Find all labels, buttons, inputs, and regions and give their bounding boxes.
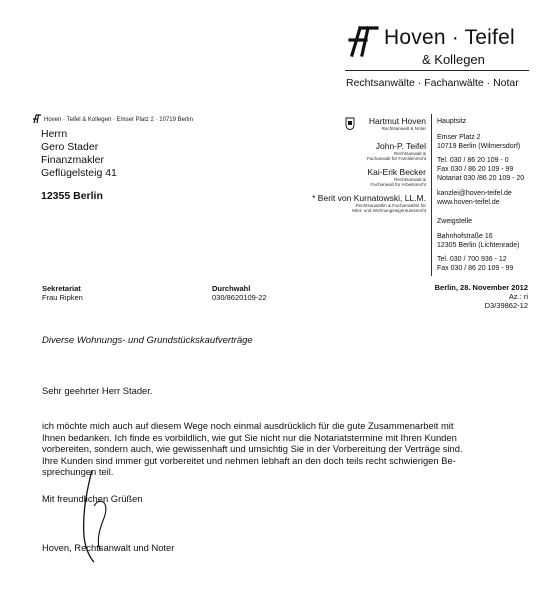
body-line: vorbereiten, sondern auch, wie gewissenhaft und umsichtig Sie in der Vorbereitung der Verträge sind. bbox=[42, 443, 463, 455]
sidebar-divider bbox=[431, 114, 432, 276]
body-line: ich möchte mich auch auf diesem Wege noch einmal ausdrücklich für die gute Zusammenarbeit mit bbox=[42, 420, 454, 431]
office-line: Tel. 030 / 700 936 - 12 bbox=[437, 256, 507, 263]
firm-name: Hoven · Teifel bbox=[384, 26, 515, 49]
lawyer-entry bbox=[312, 193, 426, 214]
firm-subtitle: & Kollegen bbox=[422, 52, 485, 67]
lawyer-name: * Berit von Kurnatowski, LL.M. bbox=[312, 192, 426, 203]
recipient-city: 12355 Berlin bbox=[41, 190, 103, 202]
lawyer-title: Rechtsanwältin & Fachanwältin für Miet- und Wohnungseigentumsrecht bbox=[352, 202, 426, 213]
office-email: kanzlei@hoven-teifel.de bbox=[437, 190, 512, 197]
office-line: 10719 Berlin (Wilmersdorf) bbox=[437, 143, 521, 150]
recipient-street: Geflügelsteig 41 bbox=[41, 167, 117, 179]
office-website: www.hoven-teifel.de bbox=[437, 199, 500, 206]
office-line: 12305 Berlin (Lichtenrade) bbox=[437, 242, 520, 249]
phone-label: Durchwahl bbox=[212, 284, 251, 293]
letterhead-rule bbox=[345, 70, 529, 71]
letter-date: Berlin, 28. November 2012 bbox=[434, 283, 528, 292]
lawyer-title: Rechtsanwalt & Fachanwalt für Arbeitsrecht bbox=[370, 176, 426, 187]
recipient-profession: Finanzmakler bbox=[41, 154, 105, 166]
lawyer-name: Kai-Erik Becker bbox=[367, 166, 426, 177]
office-line: Notariat 030 /86 20 109 - 20 bbox=[437, 175, 525, 182]
branch-office-heading: Zweigstelle bbox=[437, 218, 473, 225]
lawyer-name: John-P. Teifel bbox=[375, 140, 426, 151]
firm-logo bbox=[346, 24, 380, 58]
firm-tagline: Rechtsanwälte · Fachanwälte · Notar bbox=[346, 77, 519, 89]
letter-greeting: Sehr geehrter Herr Stader. bbox=[42, 385, 153, 396]
office-line: Tel. 030 / 86 20 109 - 0 bbox=[437, 157, 509, 164]
body-line: sprechungen teil. bbox=[42, 466, 114, 478]
recipient-salutation: Herrn bbox=[41, 128, 68, 140]
letter-subject: Diverse Wohnungs- und Grundstückskaufverträge bbox=[42, 335, 253, 346]
phone-value: 030/8620109-22 bbox=[212, 293, 267, 302]
office-line: Fax 030 / 86 20 109 - 99 bbox=[437, 166, 514, 173]
office-line: Emser Platz 2 bbox=[437, 134, 481, 141]
sender-return-address: Hoven · Teifel & Kollegen · Emser Platz 2 · 10719 Berlin bbox=[44, 117, 193, 123]
body-line: Ihnen bedanken. Ich finde es vorbildlich, wie gut Sie nicht nur die Notariatstermine mit Ihren Kunden bbox=[42, 431, 457, 443]
lawyer-title: Rechtsanwalt & Notar bbox=[381, 126, 426, 131]
lawyer-list bbox=[312, 116, 426, 214]
recipient-name: Gero Stader bbox=[41, 141, 99, 153]
secretary-value: Frau Ripken bbox=[42, 293, 83, 302]
head-office-heading: Hauptsitz bbox=[437, 118, 467, 125]
reference-label: Az.: ri bbox=[508, 292, 528, 301]
signature-line: Hoven, Rechtsanwalt und Noter bbox=[42, 542, 175, 553]
office-line: Fax 030 / 86 20 109 - 99 bbox=[437, 265, 514, 272]
secretary-label: Sekretariat bbox=[42, 284, 81, 293]
lawyer-name: Hartmut Hoven bbox=[368, 116, 426, 126]
letter-closing: Mit freundlichen Grüßen bbox=[42, 493, 143, 504]
lawyer-entry bbox=[312, 116, 426, 132]
lawyer-title: Rechtsanwalt & Fachanwalt für Familienrecht bbox=[367, 150, 426, 161]
lawyer-entry bbox=[312, 141, 426, 162]
letterhead bbox=[340, 22, 540, 102]
office-line: Bahnhofstraße 16 bbox=[437, 233, 493, 240]
lawyer-entry bbox=[312, 167, 426, 188]
head-office-block bbox=[437, 118, 524, 207]
branch-office-block bbox=[437, 218, 520, 273]
sender-logo-icon bbox=[32, 114, 42, 124]
body-line: Ihre Kunden sind immer gut vorbereitet und nehmen lebhaft an den doch teils recht schwierigen Be- bbox=[42, 454, 456, 466]
recipient-address bbox=[41, 128, 117, 202]
reference-value: D3/39862-12 bbox=[484, 301, 528, 310]
